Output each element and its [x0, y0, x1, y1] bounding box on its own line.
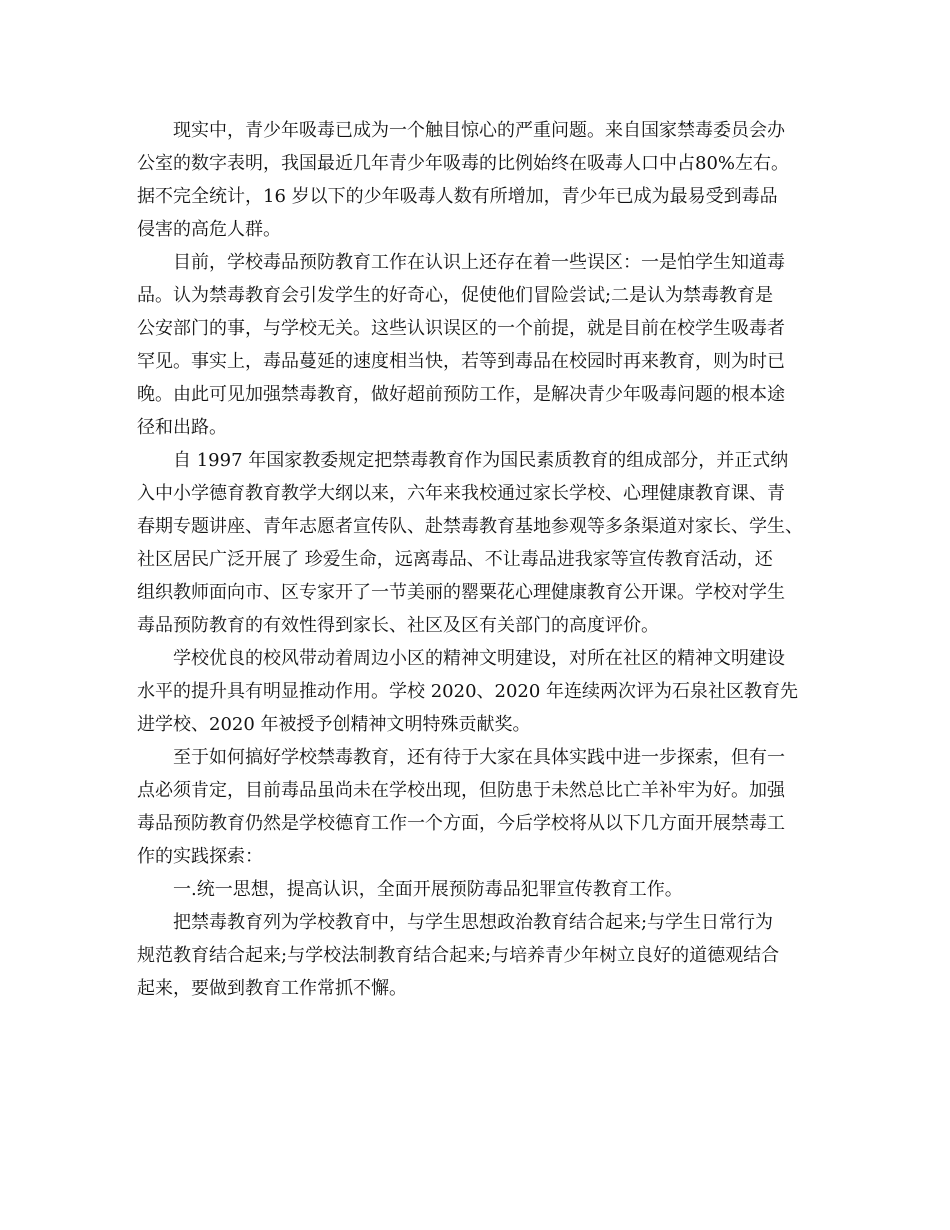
- text-line: 一.统一思想，提高认识，全面开展预防毒品犯罪宣传教育工作。: [173, 879, 683, 900]
- text-line: 学校优良的校风带动着周边小区的精神文明建设，对所在社区的精神文明建设: [173, 648, 785, 669]
- text-line: 春期专题讲座、青年志愿者宣传队、赴禁毒教育基地参观等多条渠道对家长、学生、: [137, 516, 803, 537]
- text-line: 公安部门的事，与学校无关。这些认识误区的一个前提，就是目前在校学生吸毒者: [137, 318, 785, 339]
- text-line: 毒品预防教育的有效性得到家长、社区及区有关部门的高度评价。: [137, 615, 659, 636]
- text-line: 品。认为禁毒教育会引发学生的好奇心，促使他们冒险尝试;二是认为禁毒教育是: [137, 285, 774, 306]
- paragraph-5: [137, 741, 827, 873]
- text-line: 自 1997 年国家教委规定把禁毒教育作为国民素质教育的组成部分，并正式纳: [173, 450, 789, 471]
- text-line: 点必须肯定，目前毒品虽尚未在学校出现，但防患于未然总比亡羊补牢为好。加强: [137, 780, 785, 801]
- text-line: 径和出路。: [137, 417, 227, 438]
- paragraph-2: [137, 246, 827, 444]
- text-line: 公室的数字表明，我国最近几年青少年吸毒的比例始终在吸毒人口中占80%左右。: [137, 153, 790, 174]
- text-line: 至于如何搞好学校禁毒教育，还有待于大家在具体实践中进一步探索，但有一: [173, 747, 785, 768]
- text-line: 水平的提升具有明显推动作用。学校 2020、2020 年连续两次评为石泉社区教育先: [137, 681, 799, 702]
- text-line: 规范教育结合起来;与学校法制教育结合起来;与培养青少年树立良好的道德观结合: [137, 945, 780, 966]
- paragraph-1: [137, 114, 827, 246]
- document-body: [137, 114, 827, 1005]
- text-line: 毒品预防教育仍然是学校德育工作一个方面，今后学校将从以下几方面开展禁毒工: [137, 813, 785, 834]
- text-line: 把禁毒教育列为学校教育中，与学生思想政治教育结合起来;与学生日常行为: [173, 912, 774, 933]
- paragraph-3: [137, 444, 827, 642]
- section-heading-1: [137, 873, 827, 906]
- paragraph-6: [137, 906, 827, 1005]
- text-line: 目前，学校毒品预防教育工作在认识上还存在着一些误区：一是怕学生知道毒: [173, 252, 785, 273]
- text-line: 社区居民广泛开展了 珍爱生命，远离毒品、不让毒品进我家等宣传教育活动，还: [137, 549, 773, 570]
- text-line: 组织教师面向市、区专家开了一节美丽的罂粟花心理健康教育公开课。学校对学生: [137, 582, 785, 603]
- text-line: 进学校、2020 年被授予创精神文明特殊贡献奖。: [137, 714, 531, 735]
- text-line: 现实中，青少年吸毒已成为一个触目惊心的严重问题。来自国家禁毒委员会办: [173, 120, 785, 141]
- text-line: 罕见。事实上，毒品蔓延的速度相当快，若等到毒品在校园时再来教育，则为时已: [137, 351, 785, 372]
- text-line: 作的实践探索：: [137, 846, 263, 867]
- text-line: 据不完全统计，16 岁以下的少年吸毒人数有所增加，青少年已成为最易受到毒品: [137, 186, 778, 207]
- paragraph-4: [137, 642, 827, 741]
- text-line: 起来，要做到教育工作常抓不懈。: [137, 978, 407, 999]
- text-line: 侵害的高危人群。: [137, 219, 281, 240]
- text-line: 晚。由此可见加强禁毒教育，做好超前预防工作，是解决青少年吸毒问题的根本途: [137, 384, 785, 405]
- text-line: 入中小学德育教育教学大纲以来，六年来我校通过家长学校、心理健康教育课、青: [137, 483, 785, 504]
